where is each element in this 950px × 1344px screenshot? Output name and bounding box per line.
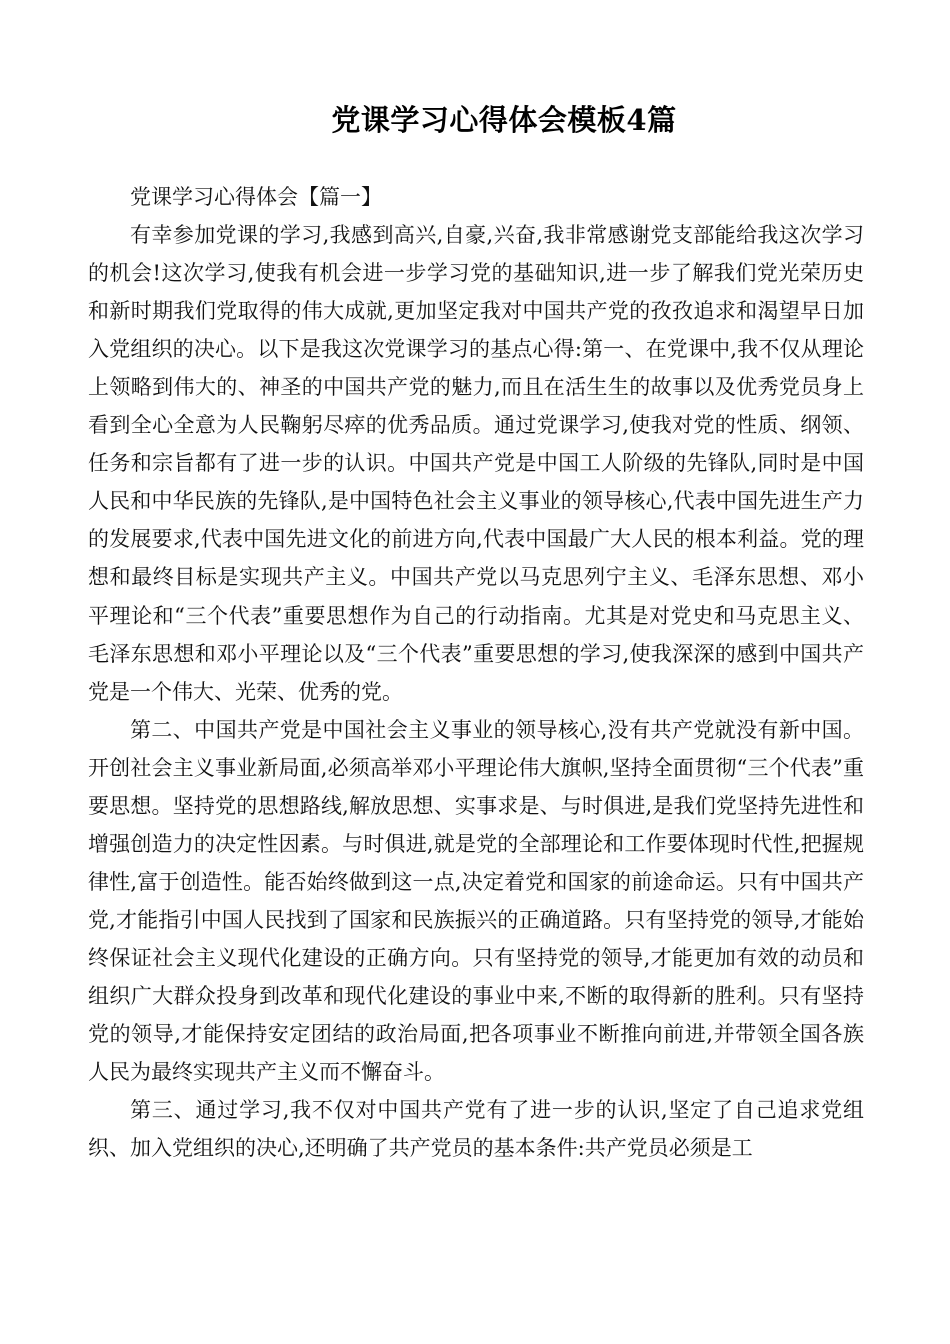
document-body — [88, 178, 864, 1167]
paragraph: 第二、中国共产党是中国社会主义事业的领导核心,没有共产党就没有新中国。开创社会主义事业新局面,必须高举邓小平理论伟大旗帜,坚持全面贯彻“三个代表”重要思想。坚持党的思想路线,解放思想、实事求是、与时俱进,是我们党坚持先进性和增强创造力的决定性因素。与时俱进,就是党的全部理论和工作要体现时代性,把握规律性,富于创造性。能否始终做到这一点,决定着党和国家的前途命运。只有中国共产党,才能指引中国人民找到了国家和民族振兴的正确道路。只有坚持党的领导,才能始终保证社会主义现代化建设的正确方向。只有坚持党的领导,才能更加有效的动员和组织广大群众投身到改革和现代化建设的事业中来,不断的取得新的胜利。只有坚持党的领导,才能保持安定团结的政治局面,把各项事业不断推向前进,并带领全国各族人民为最终实现共产主义而不懈奋斗。 — [88, 717, 864, 1085]
section-heading: 党课学习心得体会【篇一】 — [130, 185, 382, 209]
paragraph: 有幸参加党课的学习,我感到高兴,自豪,兴奋,我非常感谢党支部能给我这次学习的机会!这次学习,使我有机会进一步学习党的基础知识,进一步了解我们党光荣历史和新时期我们党取得的伟大成就,更加坚定我对中国共产党的孜孜追求和渴望早日加入党组织的决心。以下是我这次党课学习的基点心得:第一、在党课中,我不仅从理论上领略到伟大的、神圣的中国共产党的魅力,而且在活生生的故事以及优秀党员身上看到全心全意为人民鞠躬尽瘁的优秀品质。通过党课学习,使我对党的性质、纲领、任务和宗旨都有了进一步的认识。中国共产党是中国工人阶级的先锋队,同时是中国人民和中华民族的先锋队,是中国特色社会主义事业的领导核心,代表中国先进生产力的发展要求,代表中国先进文化的前进方向,代表中国最广大人民的根本利益。党的理想和最终目标是实现共产主义。中国共产党以马克思列宁主义、毛泽东思想、邓小平理论和“三个代表”重要思想作为自己的行动指南。尤其是对党史和马克思主义、毛泽东思想和邓小平理论以及“三个代表”重要思想的学习,使我深深的感到中国共产党是一个伟大、光荣、优秀的党。 — [88, 223, 864, 704]
document-title: 党课学习心得体会模板4篇 — [331, 103, 677, 137]
paragraph: 第三、通过学习,我不仅对中国共产党有了进一步的认识,坚定了自己追求党组织、加入党组织的决心,还明确了共产党员的基本条件:共产党员必须是工 — [88, 1098, 864, 1161]
